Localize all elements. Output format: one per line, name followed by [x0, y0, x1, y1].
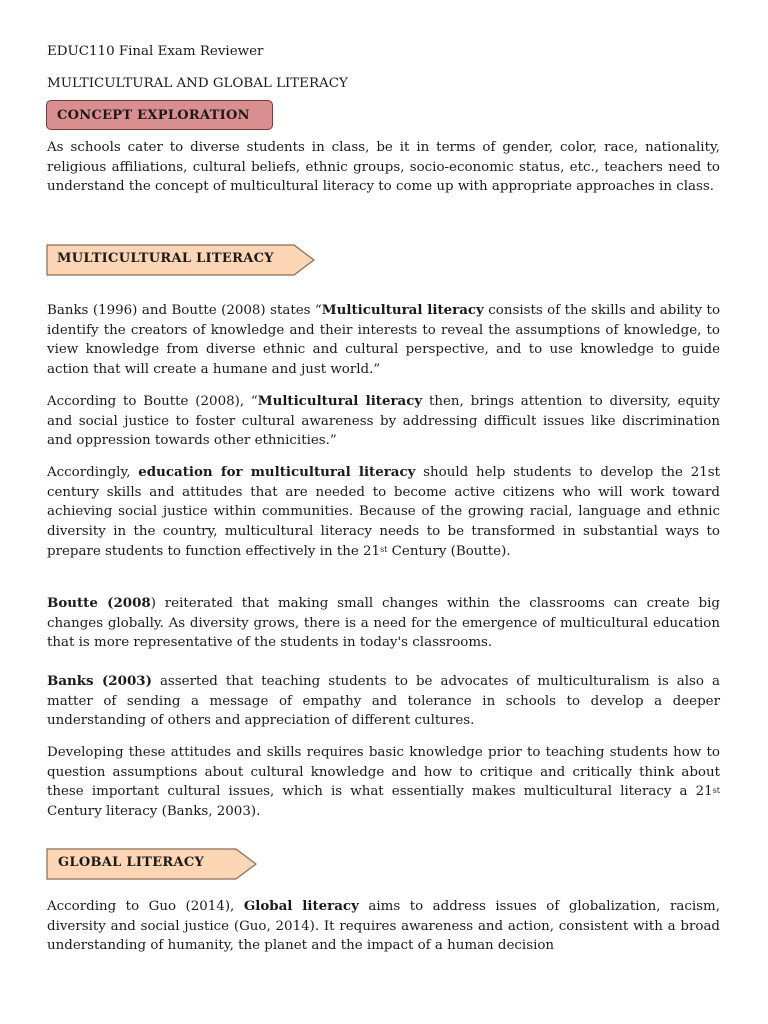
- concept-exploration-label: CONCEPT EXPLORATION: [57, 108, 250, 123]
- multicultural-paragraph-6: Developing these attitudes and skills requires basic knowledge prior to teaching students how to question assumptions about cultural knowledge and how to critique and critically think about these important cultural issues, which is what essentially makes multicultural literacy a 21st Century literacy (Banks, 2003).: [47, 745, 720, 820]
- global-paragraph-1: According to Guo (2014), Global literacy aims to address issues of globalization, racism, diversity and social justice (Guo, 2014). It requires awareness and action, consistent with a broad understanding of humanity, the planet and the impact of a human decision: [47, 898, 720, 954]
- course-title: EDUC110 Final Exam Reviewer: [47, 44, 264, 59]
- concept-exploration-heading: [46, 100, 273, 130]
- multicultural-paragraph-3: Accordingly, education for multicultural literacy should help students to develop the 21st century skills and attitudes that are needed to become active citizens who will work toward achieving social justice within communities. Because of the growing racial, language and ethnic diversity in the country, multicultural literacy needs to be transformed in substantial ways to prepare students to function effectively in the 21st Century (Boutte).: [47, 464, 720, 559]
- multicultural-paragraph-1: Banks (1996) and Boutte (2008) states “Multicultural literacy consists of the skills and ability to identify the creators of knowledge and their interests to reveal the assumptions of knowledge, to view knowledge from diverse ethnic and cultural perspective, and to use knowledge to guide action that will create a humane and just world.”: [47, 302, 721, 378]
- topic-title: MULTICULTURAL AND GLOBAL LITERACY: [47, 76, 348, 91]
- concept-paragraph: As schools cater to diverse students in class, be it in terms of gender, color, race, nationality, religious affiliations, cultural beliefs, ethnic groups, socio-economic status, etc., teachers need to understand the concept of multicultural literacy to come up with appropriate approaches in class.: [47, 140, 720, 195]
- multicultural-paragraph-5: Banks (2003) asserted that teaching students to be advocates of multiculturalism is also a matter of sending a message of empathy and tolerance in schools to develop a deeper understanding of others and appreciation of different cultures.: [47, 673, 720, 729]
- global-literacy-heading: GLOBAL LITERACY: [58, 855, 205, 870]
- multicultural-paragraph-2: According to Boutte (2008), “Multicultural literacy then, brings attention to diversity, equity and social justice to foster cultural awareness by addressing difficult issues like discrimination and oppression towards other ethnicities.”: [47, 393, 720, 449]
- multicultural-literacy-heading: MULTICULTURAL LITERACY: [57, 251, 274, 266]
- multicultural-paragraph-4: Boutte (2008) reiterated that making small changes within the classrooms can create big changes globally. As diversity grows, there is a need for the emergence of multicultural education that is more representative of the students in today's classrooms.: [47, 595, 720, 651]
